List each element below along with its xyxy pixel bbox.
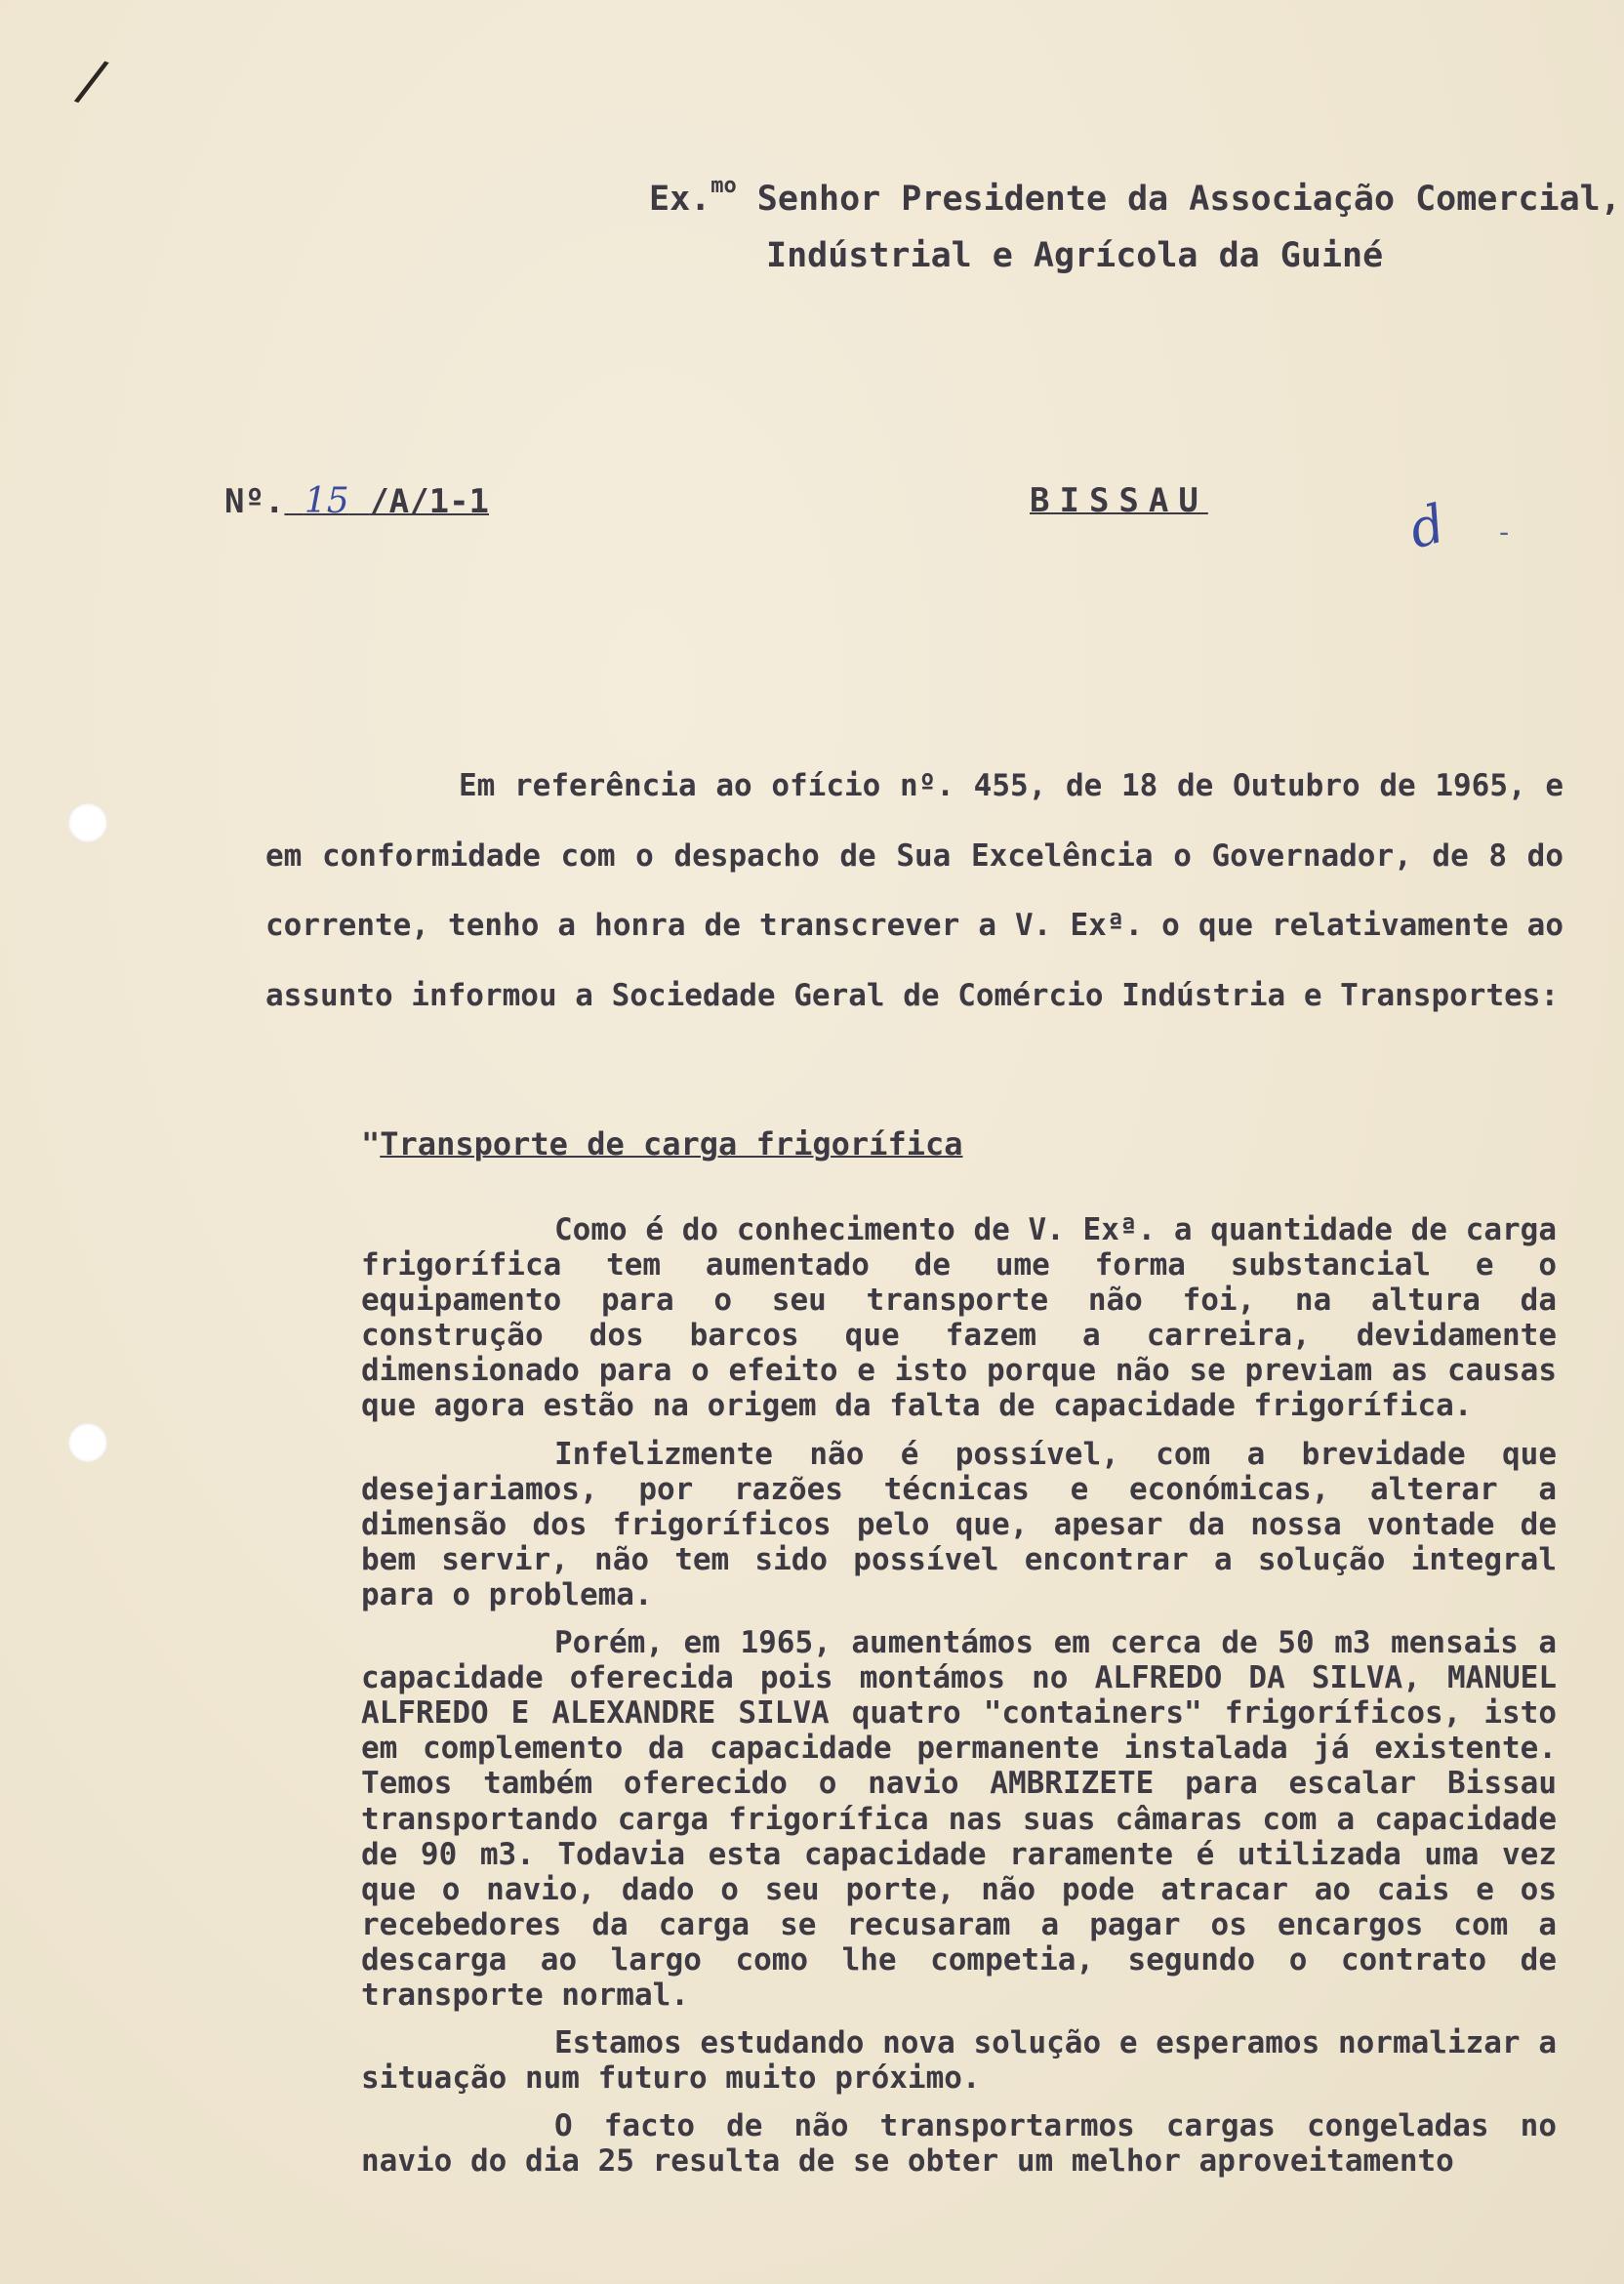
reference-label: Nº. [224,482,285,521]
place-heading: BISSAU [1030,481,1208,520]
handwritten-tick-mark: / [70,45,113,117]
quote-paragraph-1: Como é do conhecimento de V. Exª. a quantidade de carga frigorífica tem aumentado de ume forma substancial e o equipamento para o seu transporte não foi, na altura da construção dos barcos que fazem a carreira, devidamente dimensionado para o efeito e isto porque não se previam as causas que agora estão na origem da falta de capacidade frigorífica. [361,1212,1557,1424]
addressee-block [649,158,1621,284]
reference-code-underlined [284,482,489,521]
quoted-text [361,1212,1557,2191]
handwritten-reference-number: 15 [304,481,349,521]
addressee-line-2: Indústrial e Agrícola da Guiné [766,236,1384,275]
quote-paragraph-5: O facto de não transportarmos cargas congeladas no navio do dia 25 resulta de se obter um melhor aproveitamento [361,2108,1557,2180]
addressee-prefix: Ex. [649,180,711,219]
addressee-superscript: mo [710,174,737,198]
body-paragraph: Em referência ao ofício nº. 455, de 18 de Outubro de 1965, e em conformidade com o despacho de Sua Excelência o Governador, de 8 do corrente, tenho a honra de transcrever a V. Exª. o que relativamente ao assunto informou a Sociedade Geral de Comércio Indústria e Transportes: [265,768,1563,1013]
quote-paragraph-2: Infelizmente não é possível, com a brevidade que desejariamos, por razões técnicas e económicas, alterar a dimensão dos frigoríficos pelo que, apesar da nossa vontade de bem servir, não tem sido possível encontrar a solução integral para o problema. [361,1436,1557,1612]
letter-body [265,752,1563,1031]
quote-paragraph-3: Porém, em 1965, aumentámos em cerca de 50 m3 mensais a capacidade oferecida pois montámos no ALFREDO DA SILVA, MANUEL ALFREDO E ALEXANDRE SILVA quatro "containers" frigoríficos, isto em complemento da capacidade permanente instalada já existente. Temos também oferecido o navio AMBRIZETE para escalar Bissau transportando carga frigorífica nas suas câmaras com a capacidade de 90 m3. Todavia esta capacidade raramente é utilizada uma vez que o navio, dado o seu porte, não pode atracar ao cais e os recebedores da carga se recusaram a pagar os encargos com a descarga ao largo como lhe competia, segundo o contrato de transporte normal. [361,1625,1557,2013]
addressee-line-1 [649,158,1621,227]
addressee-title: Senhor Presidente da Associação Comercial, [756,180,1621,219]
reference-code: /A/1-1 [369,482,490,521]
punch-hole-bottom [68,1423,107,1462]
handwritten-initial: d [1402,492,1452,561]
quote-open-mark: " [361,1125,381,1162]
quote-heading [361,1125,963,1162]
handwritten-dash: - [1499,515,1510,550]
quote-heading-title: Transporte de carga frigorífica [380,1125,963,1162]
reference-number [224,481,489,521]
quote-paragraph-4: Estamos estudando nova solução e esperamos normalizar a situação num futuro muito próximo. [361,2025,1557,2097]
punch-hole-top [68,803,107,842]
